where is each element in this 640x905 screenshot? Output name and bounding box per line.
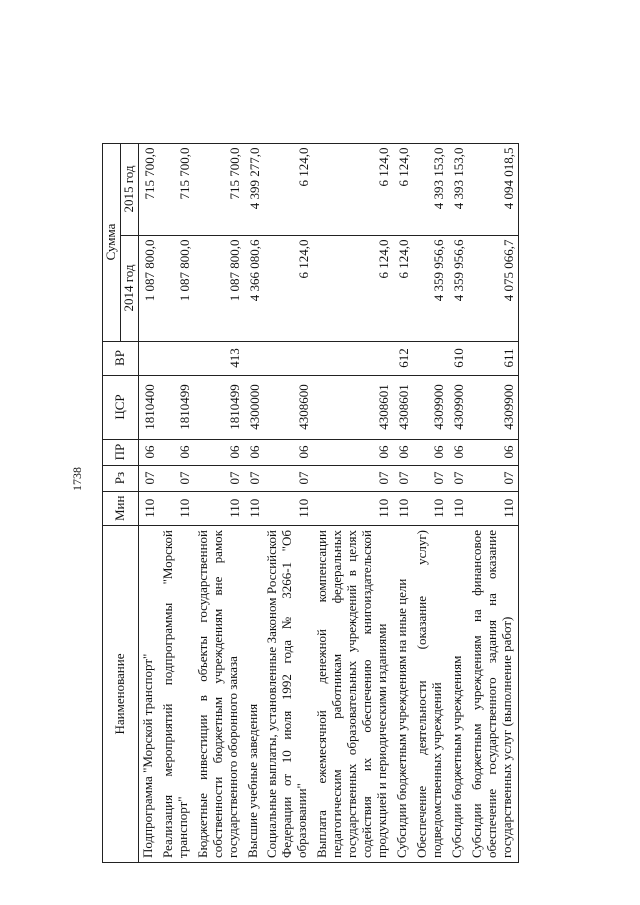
row-pr: 06 <box>448 439 468 465</box>
row-2015: 715 700,0 <box>138 143 158 235</box>
row-vr: 611 <box>468 341 518 375</box>
row-min: 110 <box>244 491 264 525</box>
row-vr <box>159 341 194 375</box>
row-name: Высшие учебные заведения <box>244 526 264 863</box>
row-rz: 07 <box>159 465 194 491</box>
row-2014: 4 359 956,6 <box>413 235 448 341</box>
row-rz: 07 <box>448 465 468 491</box>
row-rz: 07 <box>313 465 393 491</box>
row-2015: 4 094 018,5 <box>468 143 518 235</box>
header-min: Мин <box>103 491 139 525</box>
row-2015: 6 124,0 <box>263 143 313 235</box>
row-min: 110 <box>413 491 448 525</box>
row-csr: 4309900 <box>413 375 448 439</box>
row-2014: 1 087 800,0 <box>138 235 158 341</box>
row-name: Подпрограмма "Морской транспорт" <box>138 526 158 863</box>
row-pr: 06 <box>159 439 194 465</box>
row-min: 110 <box>448 491 468 525</box>
header-rz: Рз <box>103 465 139 491</box>
row-name: Бюджетные инвестиции в объекты государственной собственности бюджетным учреждениям вне рамок государственного оборонного заказа <box>194 526 244 863</box>
header-name: Наименование <box>103 526 139 863</box>
row-csr: 1810499 <box>159 375 194 439</box>
row-name: Субсидии бюджетным учреждениям на финансовое обеспечение государственного задания на оказание государственных услуг (выполнение работ) <box>468 526 518 863</box>
row-vr: 413 <box>194 341 244 375</box>
row-csr: 4308601 <box>393 375 413 439</box>
row-csr: 4308601 <box>313 375 393 439</box>
row-rz: 07 <box>244 465 264 491</box>
table-row <box>468 143 518 862</box>
row-name: Социальные выплаты, установленные Законом Российской Федерации от 10 июля 1992 года № 3266-1 "Об образовании" <box>263 526 313 863</box>
row-pr: 06 <box>138 439 158 465</box>
table-row <box>448 143 468 862</box>
row-pr: 06 <box>313 439 393 465</box>
header-csr: ЦСР <box>103 375 139 439</box>
row-2015: 6 124,0 <box>393 143 413 235</box>
row-name: Обеспечение деятельности (оказание услуг) подведомственных учреждений <box>413 526 448 863</box>
row-pr: 06 <box>263 439 313 465</box>
row-rz: 07 <box>468 465 518 491</box>
row-vr <box>138 341 158 375</box>
table-row <box>138 143 158 862</box>
header-2014: 2014 год <box>120 235 138 341</box>
row-csr: 4309900 <box>448 375 468 439</box>
table-row <box>263 143 313 862</box>
row-rz: 07 <box>138 465 158 491</box>
row-vr <box>413 341 448 375</box>
row-pr: 06 <box>413 439 448 465</box>
row-vr <box>313 341 393 375</box>
row-name: Выплата ежемесячной денежной компенсации педагогическим работникам федеральных государственных образовательных учреждений в целях содействия их обеспечению книгоиздательской продукцией и периодическими изданиями <box>313 526 393 863</box>
row-2014: 4 366 080,6 <box>244 235 264 341</box>
page-number: 1738 <box>70 467 84 491</box>
row-2014: 6 124,0 <box>393 235 413 341</box>
header-2015: 2015 год <box>120 143 138 235</box>
header-pr: ПР <box>103 439 139 465</box>
row-2014: 1 087 800,0 <box>159 235 194 341</box>
row-min: 110 <box>393 491 413 525</box>
row-pr: 06 <box>194 439 244 465</box>
row-min: 110 <box>263 491 313 525</box>
row-min: 110 <box>313 491 393 525</box>
row-2015: 6 124,0 <box>313 143 393 235</box>
row-name: Субсидии бюджетным учреждениям <box>448 526 468 863</box>
row-2014: 4 075 066,7 <box>468 235 518 341</box>
row-vr: 610 <box>448 341 468 375</box>
row-name: Реализация мероприятий подпрограммы "Морской транспорт" <box>159 526 194 863</box>
table-row <box>393 143 413 862</box>
row-2014: 4 359 956,6 <box>448 235 468 341</box>
header-sum: Сумма <box>103 143 121 341</box>
row-csr: 4309900 <box>468 375 518 439</box>
row-vr <box>263 341 313 375</box>
row-csr: 1810499 <box>194 375 244 439</box>
table-row <box>244 143 264 862</box>
row-rz: 07 <box>263 465 313 491</box>
row-rz: 07 <box>194 465 244 491</box>
row-csr: 1810400 <box>138 375 158 439</box>
row-rz: 07 <box>413 465 448 491</box>
row-2014: 6 124,0 <box>263 235 313 341</box>
row-vr <box>244 341 264 375</box>
row-pr: 06 <box>468 439 518 465</box>
row-name: Субсидии бюджетным учреждениям на иные цели <box>393 526 413 863</box>
row-2015: 715 700,0 <box>159 143 194 235</box>
row-2014: 6 124,0 <box>313 235 393 341</box>
row-pr: 06 <box>393 439 413 465</box>
row-csr: 4300000 <box>244 375 264 439</box>
row-min: 110 <box>138 491 158 525</box>
row-2015: 715 700,0 <box>194 143 244 235</box>
rotated-content <box>58 35 578 875</box>
row-2015: 4 393 153,0 <box>413 143 448 235</box>
table-row <box>194 143 244 862</box>
row-csr: 4308600 <box>263 375 313 439</box>
row-pr: 06 <box>244 439 264 465</box>
table-row <box>313 143 393 862</box>
header-vr: ВР <box>103 341 139 375</box>
row-min: 110 <box>468 491 518 525</box>
row-vr: 612 <box>393 341 413 375</box>
row-2015: 4 393 153,0 <box>448 143 468 235</box>
row-rz: 07 <box>393 465 413 491</box>
budget-table <box>102 143 519 863</box>
row-min: 110 <box>159 491 194 525</box>
table-row <box>413 143 448 862</box>
row-2014: 1 087 800,0 <box>194 235 244 341</box>
table-row <box>159 143 194 862</box>
row-2015: 4 399 277,0 <box>244 143 264 235</box>
row-min: 110 <box>194 491 244 525</box>
